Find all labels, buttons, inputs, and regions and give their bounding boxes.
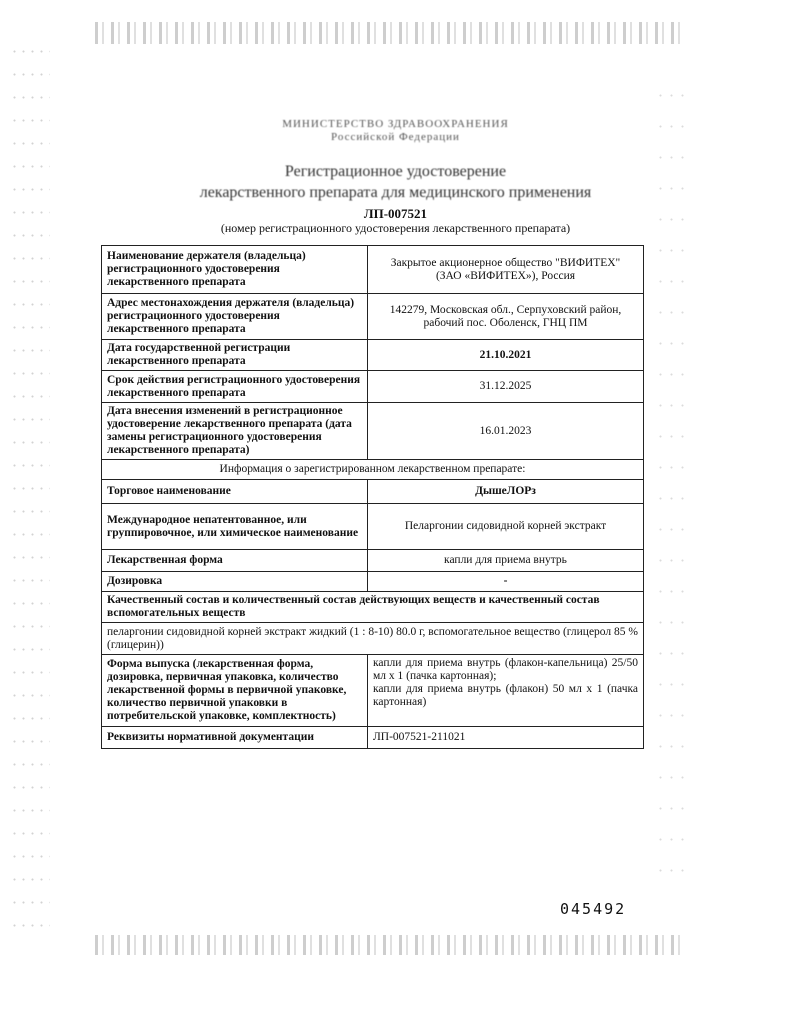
row-changes-date <box>102 403 644 460</box>
registration-date-label: Дата государственной регистрации лекарственного препарата <box>102 340 368 371</box>
serial-number: 045492 <box>560 900 627 918</box>
row-normative-doc <box>102 727 644 749</box>
registration-date-value: 21.10.2021 <box>368 340 644 371</box>
changes-date-label: Дата внесения изменений в регистрационное удостоверение лекарственного препарата (дата замены регистрационного удостоверения лекарственного препарата) <box>102 403 368 460</box>
release-form-value <box>368 655 644 727</box>
inn-value: Пеларгонии сидовидной корней экстракт <box>368 504 644 550</box>
dosage-value: - <box>368 572 644 592</box>
trade-name-value: ДышеЛОРз <box>368 480 644 504</box>
row-composition-value <box>102 623 644 655</box>
address-value-line2: рабочий пос. Оболенск, ГНЦ ПМ <box>423 316 588 329</box>
certificate-table <box>101 245 644 749</box>
ministry-line2: Российской Федерации <box>331 131 460 143</box>
normative-doc-label: Реквизиты нормативной документации <box>102 727 368 749</box>
scan-noise-bottom <box>95 935 685 955</box>
composition-value: пеларгонии сидовидной корней экстракт жидкий (1 : 8-10) 80.0 г, вспомогательное вещество (глицерол 85 % (глицерин)) <box>102 623 644 655</box>
validity-label: Срок действия регистрационного удостоверения лекарственного препарата <box>102 371 368 403</box>
scan-noise-top <box>95 22 685 44</box>
row-address <box>102 294 644 340</box>
info-header: Информация о зарегистрированном лекарственном препарате: <box>102 460 644 480</box>
certificate-title-line1: Регистрационное удостоверение <box>284 163 507 180</box>
row-dosage <box>102 572 644 592</box>
row-info-header <box>102 460 644 480</box>
address-label: Адрес местонахождения держателя (владельца) регистрационного удостоверения лекарственного препарата <box>102 294 368 340</box>
dosage-form-label: Лекарственная форма <box>102 550 368 572</box>
inn-label: Международное непатентованное, или группировочное, или химическое наименование <box>102 504 368 550</box>
composition-header: Качественный состав и количественный состав действующих веществ и качественный состав вспомогательных веществ <box>102 592 644 623</box>
dosage-form-value: капли для приема внутрь <box>368 550 644 572</box>
row-dosage-form <box>102 550 644 572</box>
row-composition-header <box>102 592 644 623</box>
certificate-title <box>0 161 791 203</box>
dosage-label: Дозировка <box>102 572 368 592</box>
row-inn <box>102 504 644 550</box>
row-registration-date <box>102 340 644 371</box>
certificate-title-line2: лекарственного препарата для медицинского применения <box>199 184 592 201</box>
trade-name-label: Торговое наименование <box>102 480 368 504</box>
holder-label: Наименование держателя (владельца) регистрационного удостоверения лекарственного препарата <box>102 246 368 294</box>
registration-number: ЛП-007521 <box>363 206 428 221</box>
ministry-header <box>0 118 791 144</box>
release-form-value-line2: капли для приема внутрь (флакон) 50 мл х 1 (пачка картонная) <box>373 683 638 708</box>
release-form-label: Форма выпуска (лекарственная форма, дозировка, первичная упаковка, количество лекарственной формы в первичной упаковке, количество первичной упаковки в потребительской упаковке, комплектность) <box>102 655 368 727</box>
address-value-line1: 142279, Московская обл., Серпуховский район, <box>389 303 622 316</box>
ministry-line1: МИНИСТЕРСТВО ЗДРАВООХРАНЕНИЯ <box>282 118 509 130</box>
address-value <box>368 294 644 340</box>
changes-date-value: 16.01.2023 <box>368 403 644 460</box>
release-form-value-line1: капли для приема внутрь (флакон-капельница) 25/50 мл х 1 (пачка картонная); <box>373 657 638 682</box>
validity-value: 31.12.2025 <box>368 371 644 403</box>
holder-value <box>368 246 644 294</box>
holder-value-line1: Закрытое акционерное общество "ВИФИТЕХ" <box>390 256 621 269</box>
row-trade-name <box>102 480 644 504</box>
holder-value-line2: (ЗАО «ВИФИТЕХ»), Россия <box>435 269 576 282</box>
normative-doc-value: ЛП-007521-211021 <box>368 727 644 749</box>
row-release-form <box>102 655 644 727</box>
registration-number-note: (номер регистрационного удостоверения лекарственного препарата) <box>220 221 571 235</box>
row-holder <box>102 246 644 294</box>
row-validity <box>102 371 644 403</box>
